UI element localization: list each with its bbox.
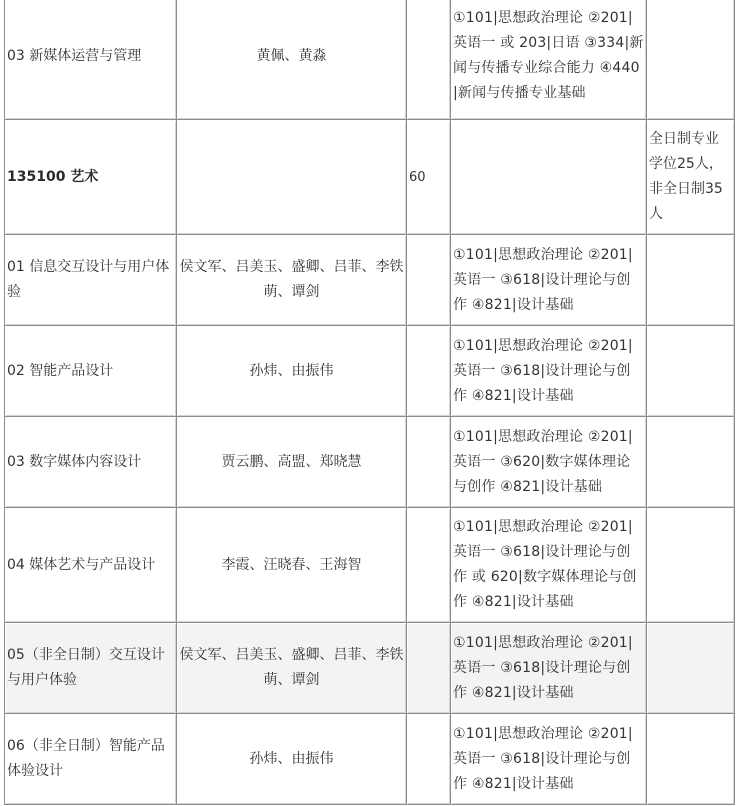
direction-cell: 02 智能产品设计 xyxy=(5,326,177,417)
exams-cell: ①101|思想政治理论 ②201|英语一 ③618|设计理论与创作 ④821|设计基础 xyxy=(451,235,647,326)
exams-cell: ①101|思想政治理论 ②201|英语一 ③620|数字媒体理论与创作 ④821|设计基础 xyxy=(451,417,647,508)
table-row xyxy=(5,508,735,623)
advisors-cell: 黄佩、黄淼 xyxy=(177,0,407,120)
exams-cell: ①101|思想政治理论 ②201|英语一 ③618|设计理论与创作 ④821|设计基础 xyxy=(451,714,647,805)
exams-cell: ①101|思想政治理论 ②201|英语一 ③618|设计理论与创作 ④821|设计基础 xyxy=(451,326,647,417)
notes-cell xyxy=(647,417,735,508)
advisors-cell: 贾云鹏、高盟、郑晓慧 xyxy=(177,417,407,508)
advisors-cell xyxy=(177,120,407,235)
direction-cell xyxy=(5,120,177,235)
count-cell: 60 xyxy=(407,120,451,235)
notes-cell xyxy=(647,326,735,417)
notes-cell xyxy=(647,623,735,714)
direction-cell: 03 数字媒体内容设计 xyxy=(5,417,177,508)
direction-cell: 01 信息交互设计与用户体验 xyxy=(5,235,177,326)
direction-cell: 03 新媒体运营与管理 xyxy=(5,0,177,120)
table-row xyxy=(5,0,735,120)
count-cell xyxy=(407,0,451,120)
admissions-table xyxy=(4,0,735,805)
notes-cell xyxy=(647,235,735,326)
advisors-cell: 侯文军、吕美玉、盛卿、吕菲、李铁萌、谭剑 xyxy=(177,235,407,326)
advisors-cell: 侯文军、吕美玉、盛卿、吕菲、李铁萌、谭剑 xyxy=(177,623,407,714)
table-row xyxy=(5,714,735,805)
exams-cell xyxy=(451,120,647,235)
count-cell xyxy=(407,623,451,714)
count-cell xyxy=(407,326,451,417)
direction-cell: 04 媒体艺术与产品设计 xyxy=(5,508,177,623)
count-cell xyxy=(407,235,451,326)
notes-cell xyxy=(647,508,735,623)
advisors-cell: 孙炜、由振伟 xyxy=(177,714,407,805)
advisors-cell: 李霞、汪晓春、王海智 xyxy=(177,508,407,623)
table-row xyxy=(5,326,735,417)
direction-cell: 05（非全日制）交互设计与用户体验 xyxy=(5,623,177,714)
count-cell xyxy=(407,714,451,805)
major-title: 135100 艺术 xyxy=(7,168,99,185)
table-row xyxy=(5,120,735,235)
notes-cell: 全日制专业学位25人，非全日制35人 xyxy=(647,120,735,235)
exams-cell: ①101|思想政治理论 ②201|英语一 ③618|设计理论与创作 或 620|数字媒体理论与创作 ④821|设计基础 xyxy=(451,508,647,623)
count-cell xyxy=(407,508,451,623)
notes-cell xyxy=(647,714,735,805)
notes-cell xyxy=(647,0,735,120)
table-row xyxy=(5,417,735,508)
table-row xyxy=(5,235,735,326)
table-row xyxy=(5,623,735,714)
exams-cell: ①101|思想政治理论 ②201|英语一 或 203|日语 ③334|新闻与传播专业综合能力 ④440|新闻与传播专业基础 xyxy=(451,0,647,120)
count-cell xyxy=(407,417,451,508)
advisors-cell: 孙炜、由振伟 xyxy=(177,326,407,417)
direction-cell: 06（非全日制）智能产品体验设计 xyxy=(5,714,177,805)
exams-cell: ①101|思想政治理论 ②201|英语一 ③618|设计理论与创作 ④821|设计基础 xyxy=(451,623,647,714)
